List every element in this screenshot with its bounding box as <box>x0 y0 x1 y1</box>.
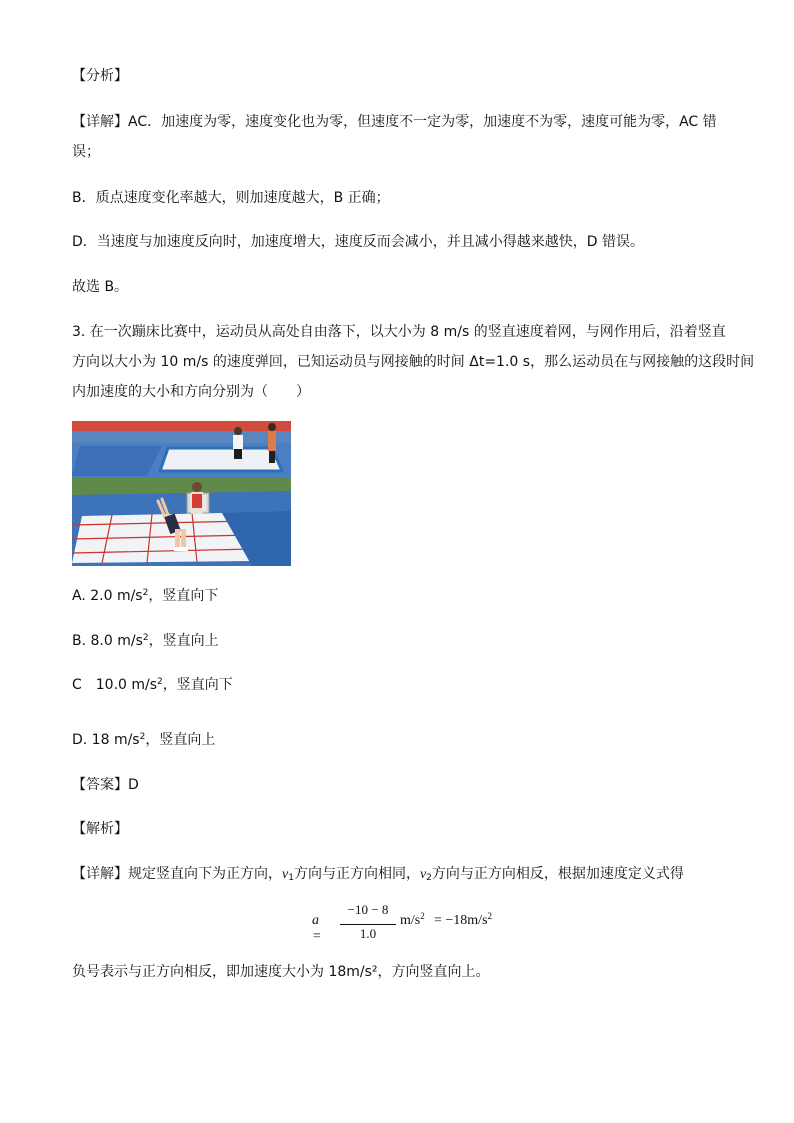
option-d-explanation: D．当速度与加速度反向时，加速度增大，速度反而会减小，并且减小得越来越快，D 错误。 <box>72 234 645 250</box>
trampoline-photo <box>72 421 291 566</box>
explanation-heading: 【解析】 <box>72 821 128 837</box>
option-b: B. 8.0 $m/s^2$，竖直向上 <box>72 633 219 649</box>
question-line-1: 3. 在一次蹦床比赛中，运动员从高处自由落下，以大小为 8 m/s 的竖直速度着网，与网作用后，沿着竖直 <box>72 324 726 340</box>
detail-line-1: 【详解】AC．加速度为零，速度变化也为零，但速度不一定为零，加速度不为零，速度可能为零，AC 错 <box>72 114 717 130</box>
option-d: D. 18 $m/s^2$，竖直向上 <box>72 732 216 748</box>
analysis-heading: 【分析】 <box>72 68 128 84</box>
formula-result: = $-18m/s^2$ <box>434 911 493 928</box>
option-c: C 10.0 $m/s^2$，竖直向下 <box>72 677 233 693</box>
formula-unit: $m/s^2$ <box>400 911 425 928</box>
question-line-2: 方向以大小为 10 m/s 的速度弹回，已知运动员与网接触的时间 Δt=1.0 s，那么运动员在与网接触的这段时间 <box>72 354 755 370</box>
formula-lhs: a = <box>312 913 322 944</box>
final-conclusion: 负号表示与正方向相反，即加速度大小为 18m/s²，方向竖直向上。 <box>72 964 490 980</box>
formula-numerator: −10 − 8 <box>347 902 389 917</box>
answer: 【答案】D <box>72 777 139 793</box>
detail-line-2: 误； <box>72 144 100 160</box>
question-line-3: 内加速度的大小和方向分别为（ ） <box>72 384 310 400</box>
formula-denominator: 1.0 <box>359 926 377 941</box>
fraction-bar <box>340 924 396 925</box>
option-a: A. 2.0 $m/s^2$，竖直向下 <box>72 588 219 604</box>
detail-2-line: 【详解】规定竖直向下为正方向，$v_1$方向与正方向相同，$v_2$方向与正方向相反，根据加速度定义式得 <box>72 866 684 883</box>
option-b-explanation: B．质点速度变化率越大，则加速度越大，B 正确； <box>72 190 390 206</box>
conclusion: 故选 B。 <box>72 279 129 295</box>
